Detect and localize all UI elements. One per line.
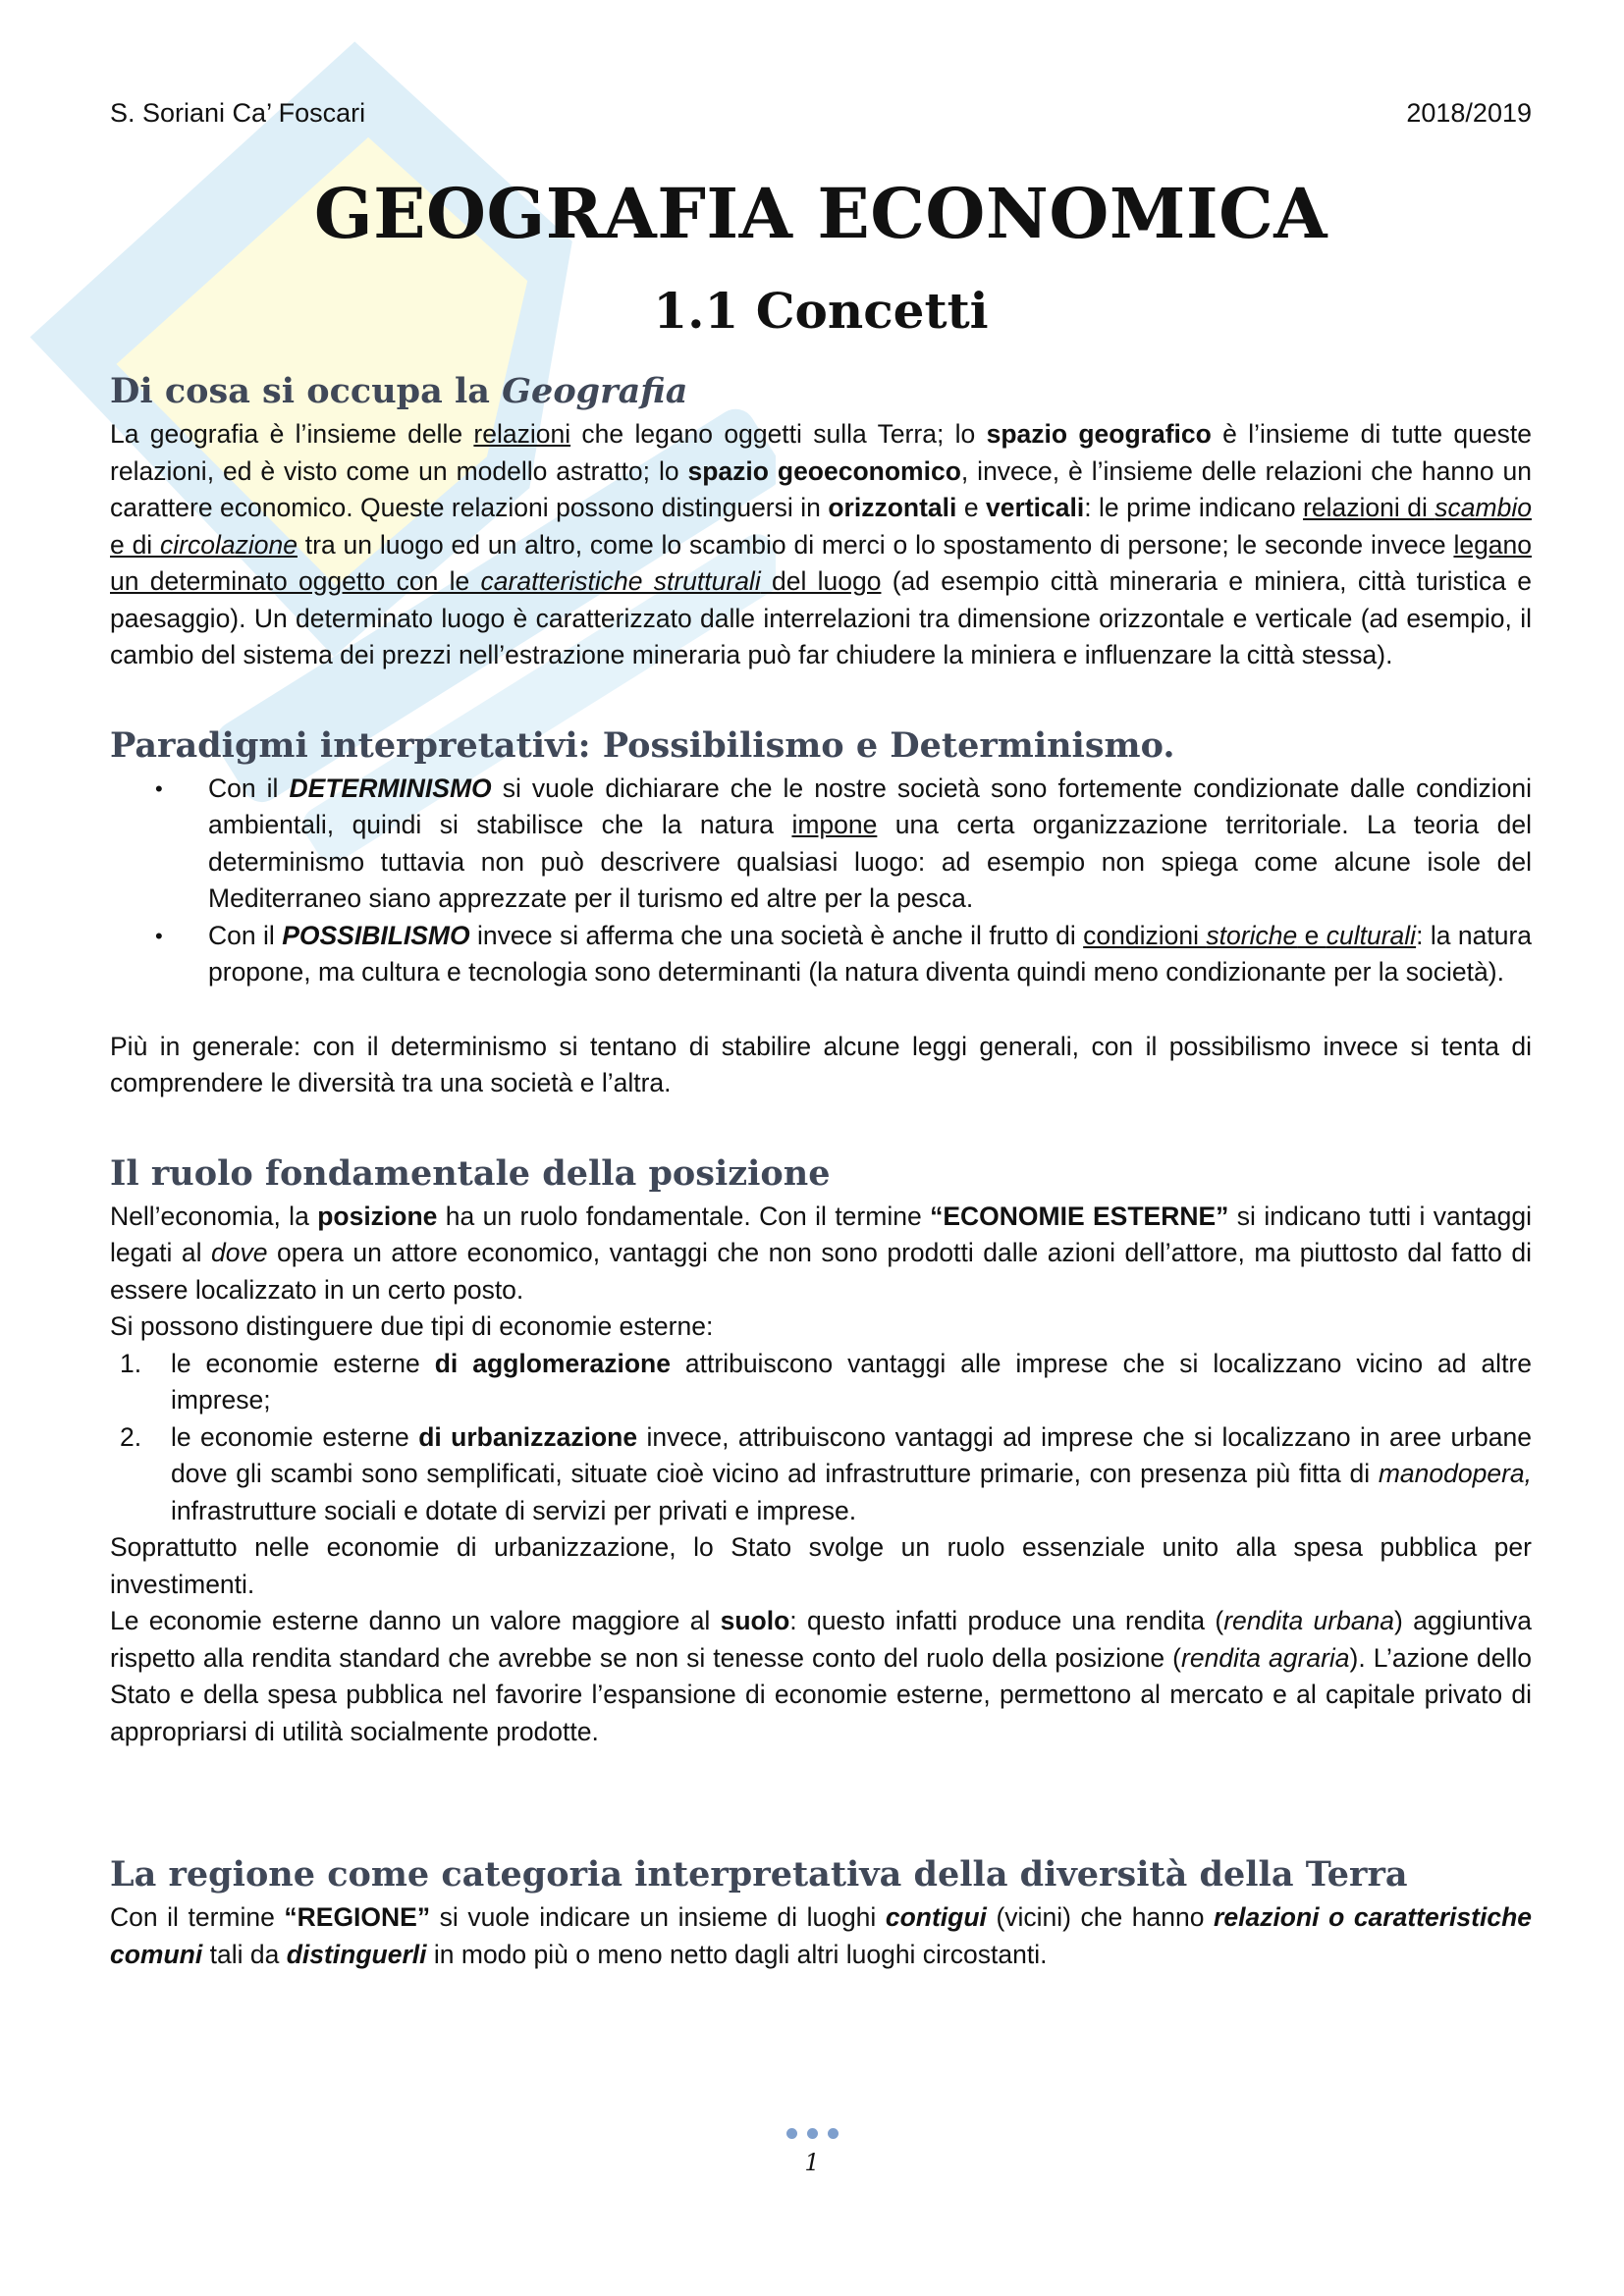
paragraph: Si possono distinguere due tipi di economie esterne: xyxy=(110,1311,714,1341)
list-item: 2. le economie esterne di urbanizzazione invece, attribuiscono vantaggi ad imprese che si localizzano in aree urbane dove gli scambi sono semplificati, situate cioè vicino ad infrastrutture primarie, con presenza più fitta di manodopera, infrastrutture sociali e dotate di servizi per privati e imprese. xyxy=(120,1421,1532,1525)
header-author: S. Soriani Ca’ Foscari xyxy=(110,98,366,128)
section-heading: Il ruolo fondamentale della posizione xyxy=(110,1152,831,1194)
bullet-list xyxy=(110,771,1532,991)
list-item: • Con il DETERMINISMO si vuole dichiarare che le nostre società sono fortemente condizionate dalle condizioni ambientali, quindi si stabilisce che la natura impone una certa organizzazione territoriale. La teoria del determinismo tuttavia non può descrivere qualsiasi luogo: ad esempio non spiega come alcune isole del Mediterraneo siano apprezzate per il turismo ed altre per la pesca. xyxy=(110,771,1532,918)
section-heading: Di cosa si occupa la Geografia xyxy=(110,371,688,411)
list-item: 1. le economie esterne di agglomerazione attribuiscono vantaggi alle imprese che si localizzano vicino ad altre imprese; xyxy=(120,1348,1532,1415)
page-header xyxy=(110,98,1532,137)
bullet-icon: • xyxy=(155,775,163,801)
header-year: 2018/2019 xyxy=(1406,98,1532,128)
ellipsis-icon xyxy=(0,2128,1624,2139)
section-regione xyxy=(110,1850,1532,1973)
paragraph: Le economie esterne danno un valore maggiore al suolo: questo infatti produce una rendita (rendita urbana) aggiuntiva rispetto alla rendita standard che avrebbe se non si tenesse conto del ruolo della posizione (rendita agraria). L’azione dello Stato e della spesa pubblica nel favorire l’espansione di economie esterne, permettono al mercato e al capitale privato di appropriarsi di utilità socialmente prodotte. xyxy=(110,1606,1532,1746)
document-title: GEOGRAFIA ECONOMICA xyxy=(313,173,1328,254)
chapter-title: 1.1 Concetti xyxy=(653,282,989,340)
paragraph: La geografia è l’insieme delle relazioni che legano oggetti sulla Terra; lo spazio geografico è l’insieme di tutte queste relazioni, ed è visto come un modello astratto; lo spazio geoeconomico, invece, è l’insieme delle relazioni che hanno un carattere economico. Queste relazioni possono distinguersi in orizzontali e verticali: le prime indicano relazioni di scambio e di circolazione tra un luogo ed un altro, come lo scambio di merci o lo spostamento di persone; le seconde invece legano un determinato oggetto con le caratteristiche strutturali del luogo (ad esempio città mineraria e miniera, città turistica e paesaggio). Un determinato luogo è caratterizzato dalle interrelazioni tra dimensione orizzontale e verticale (ad esempio, il cambio del sistema dei prezzi nell’estrazione mineraria può far chiudere la miniera e influenzare la città stessa). xyxy=(110,419,1533,669)
section-heading: La regione come categoria interpretativa della diversità della Terra xyxy=(110,1854,1408,1895)
section-heading: Paradigmi interpretativi: Possibilismo e Determinismo. xyxy=(110,724,1175,766)
document-page xyxy=(110,98,1532,1973)
page-number: 1 xyxy=(804,2149,820,2176)
section-geografia xyxy=(110,367,1532,674)
list-item: • Con il POSSIBILISMO invece si afferma che una società è anche il frutto di condizioni storiche e culturali: la natura propone, ma cultura e tecnologia sono determinanti (la natura diventa quindi meno condizionante per la società). xyxy=(110,918,1532,991)
page-footer xyxy=(0,2128,1624,2176)
bullet-icon: • xyxy=(155,923,163,948)
paragraph: Con il termine “REGIONE” si vuole indicare un insieme di luoghi contigui (vicini) che hanno relazioni o caratteristiche comuni tali da distinguerli in modo più o meno netto dagli altri luoghi circostanti. xyxy=(110,1902,1532,1969)
paragraph: Soprattutto nelle economie di urbanizzazione, lo Stato svolge un ruolo essenziale unito alla spesa pubblica per investimenti. xyxy=(110,1532,1532,1599)
numbered-list xyxy=(110,1346,1532,1530)
paragraph: Nell’economia, la posizione ha un ruolo fondamentale. Con il termine “ECONOMIE ESTERNE” si indicano tutti i vantaggi legati al dove opera un attore economico, vantaggi che non sono prodotti dalle azioni dell’attore, ma piuttosto dal fatto di essere localizzato in un certo posto. xyxy=(110,1201,1532,1305)
section-posizione xyxy=(110,1149,1532,1751)
paragraph: Più in generale: con il determinismo si tentano di stabilire alcune leggi generali, con il possibilismo invece si tenta di comprendere le diversità tra una società e l’altra. xyxy=(110,1031,1532,1097)
section-paradigmi xyxy=(110,721,1532,1102)
